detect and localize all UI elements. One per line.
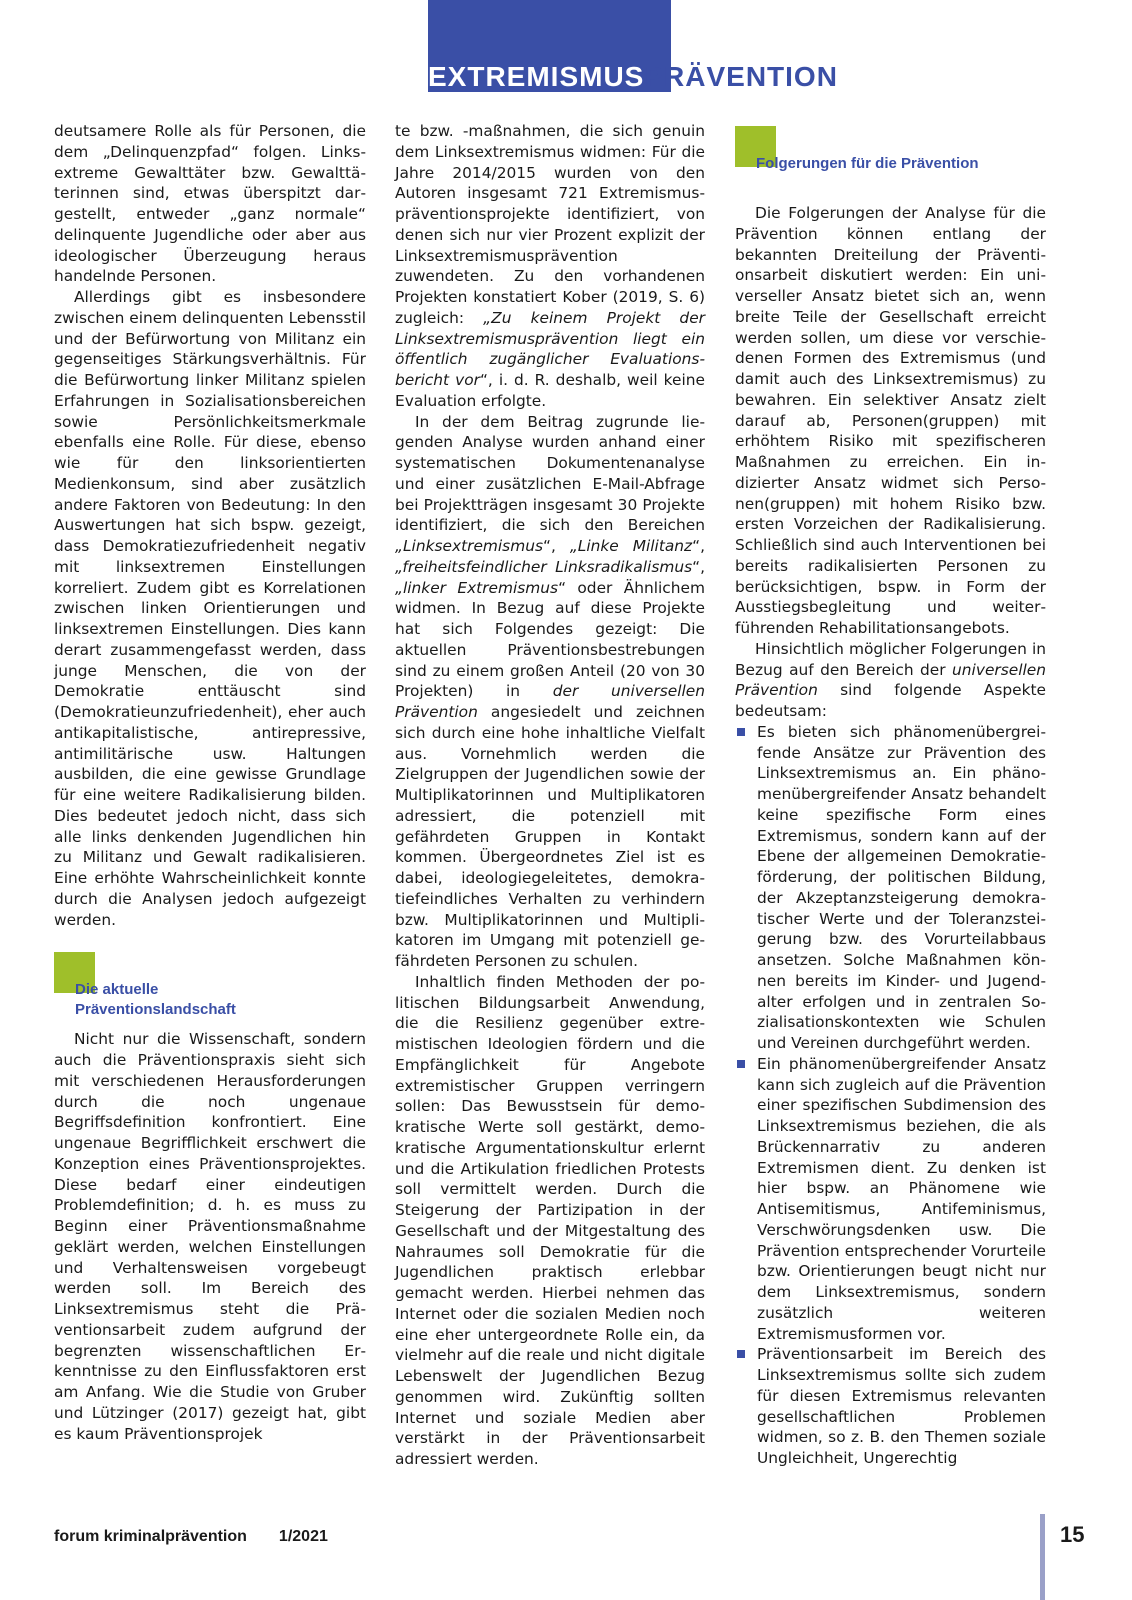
page-number: 15	[1060, 1522, 1085, 1547]
column-1	[54, 121, 366, 1444]
footer	[54, 1528, 328, 1546]
quote: „Zu keinem Projekt der Linksextremismusprävention liegt ein öffentlich zugänglicher Evaluationsbericht vor	[395, 308, 706, 389]
section-heading-block	[735, 126, 1046, 189]
paragraph: te bzw. -maßnahmen, die sich genuin dem Linksextremismus widmen: Für die Jahre 2014/2015 wurden von den Autoren insgesamt 721 Extremismuspräventionsprojekte identifiziert, von denen sich nur vier Prozent explizit der Linksextremismusprävention zuwendeten. Zu den vorhandenen Projekten konstatiert Kober (2019, S. 6) zugleich: „Zu keinem Projekt der Linksextremismusprävention liegt ein öffentlich zugänglicher Evaluationsbericht vor“, i. d. R. deshalb, weil keine Evaluation erfolgte.	[395, 122, 706, 410]
page-number-bar	[1040, 1514, 1045, 1600]
list-item: Ein phänomenübergreifender Ansatz kann sich zugleich auf die Prävention einer spezifischen Subdimension des Linksextremismus beziehen, die als Brückennarrativ zu anderen Extremismen dient. Zu denken ist hier bspw. an Phänomene wie Antisemitismus, Antifeminismus, Verschwörungsdenken usw. Die Prävention entsprechender Vorurteile bzw. Orientierungen beugt nicht nur dem Linksextremismus, sondern zusätzlich weiteren Extremismusformen vor.	[735, 1054, 1046, 1345]
paragraph: Die Folgerungen der Analyse für die Prävention können entlang der bekannten Dreiteilung der Präventionsarbeit diskutiert werden: Ein universeller Ansatz bietet sich an, wenn breite Teile der Gesellschaft erreicht werden sollen, um diese vor verschiedenen Formen des Extremismus (und damit auch des Linksextremismus) zu bewahren. Ein selektiver Ansatz zielt darauf ab, Personen(gruppen) mit erhöhtem Risiko mit spezifischeren Maßnahmen zu erreichen. Ein indizierter Ansatz widmet sich Personen(gruppen) mit hohem Risiko bzw. ersten Vorzeichen der Radikalisierung. Schließlich sind auch Interventionen bei bereits radikalisierten Personen zu berücksichtigen, bspw. in Form der Ausstiegsbegleitung und weiterführenden Rehabilitationsangebots.	[735, 204, 1046, 637]
column-2	[395, 121, 705, 1470]
bullet-list	[735, 722, 1046, 1469]
section-title	[428, 60, 838, 94]
journal-name: forum kriminalprävention	[54, 1528, 247, 1545]
section-heading: Folgerungen für die Prävention	[756, 155, 979, 172]
paragraph: Inhaltlich finden Methoden der politischen Bildungsarbeit Anwendung, die die Resilienz gegenüber extremistischen Ideologien fördern und die Empfänglichkeit für Angebote extremistischer Gruppen verringern sollen: Das Bewusstsein für demokratische Werte soll gestärkt, demokratische Argumentationskultur erlernt und die Artikulation friedlichen Protests soll vermittelt werden. Durch die Steigerung der Partizipation in der Gesellschaft und der Mitgestaltung des Nahraumes soll Demokratie für die Jugendlichen praktisch erlebbar gemacht werden. Hierbei nehmen das Internet oder die sozialen Medien noch eine eher untergeordnete Rolle ein, da vielmehr auf die reale und nicht digitale Lebenswelt der Jugendlichen Bezug genommen wird. Zukünftig sollten Internet und soziale Medien aber verstärkt in der Präventionsarbeit adressiert werden.	[395, 972, 705, 1468]
paragraph: deutsamere Rolle als für Personen, die dem „Delinquenzpfad“ folgen. Linksextreme Gewalttäter bzw. Gewalttäterinnen sind, etwas überspitzt dargestellt, entweder „ganz normale“ delinquente Jugendliche oder aber aus ideologischer Überzeugung heraus handelnde Personen.	[54, 122, 366, 286]
section-title-word-1: EXTREMISMUS	[428, 61, 645, 92]
section-heading: Die aktuelle Präventionslandschaft	[75, 981, 236, 1019]
paragraph: Allerdings gibt es insbesondere zwischen einem delinquenten Lebensstil und der Befürwortung von Militanz ein gegenseitiges Stärkungsverhältnis. Für die Befürwortung linker Militanz spielen Erfahrungen in Sozialisationsbereichen sowie Persönlichkeitsmerkmale ebenfalls eine Rolle. Für diese, ebenso wie für den linksorientierten Medienkonsum, sind aber zusätzlich andere Faktoren von Bedeutung: In den Auswertungen hat sich bspw. gezeigt, dass Demokratiezufriedenheit negativ mit linksextremen Einstellungen korreliert. Zudem gibt es Korrelationen zwischen linken Orientierungen und linksextremen Einstellungen. Dies kann derart zusammengefasst werden, dass junge Menschen, die von der Demokratie enttäuscht sind (Demokratieunzufriedenheit), eher auch antikapitalistische, antirepressive, antimilitärische usw. Haltungen ausbilden, die eine gewisse Grundlage für eine weitere Radikalisierung bilden. Dies bedeutet jedoch nicht, dass sich alle links denkenden Jugendlichen hin zu Militanz und Gewalt radikalisieren. Eine erhöhte Wahrscheinlichkeit konnte durch die Analysen jedoch aufgezeigt werden.	[54, 288, 366, 929]
paragraph: Nicht nur die Wissenschaft, sondern auch die Präventionspraxis sieht sich mit verschiedenen Herausforderungen durch die noch ungenaue Begriffsdefinition konfrontiert. Eine ungenaue Begrifflichkeit erschwert die Konzeption eines Präventionsprojektes. Diese bedarf einer eindeutigen Problemdefinition; d. h. es muss zu Beginn einer Präventionsmaßnahme geklärt werden, welchen Einstellungen und Verhaltensweisen vorgebeugt werden soll. Im Bereich des Linksextremismus steht die Präventionsarbeit zudem aufgrund der begrenzten wissenschaftlichen Erkenntnisse zu den Einflussfaktoren erst am Anfang. Wie die Studie von Gruber und Lützinger (2017) gezeigt hat, gibt es kaum Präventionsprojek	[54, 1030, 366, 1443]
list-item: Es bieten sich phänomenübergreifende Ansätze zur Prävention des Linksextremismus an. Ein phänomenübergreifender Ansatz behandelt keine spezifische Form eines Extremismus, sondern kann auf der Ebene der allgemeinen Demokratieförderung, der politischen Bildung, der Akzeptanzsteigerung demokratischer Werte und der Toleranzsteigerung bzw. des Vorurteilabbaus ansetzen. Solche Maßnahmen können bereits im Kinder- und Jugendalter erfolgen und in zentralen Sozialisationskontexten wie Schulen und Vereinen durchgeführt werden.	[735, 722, 1046, 1054]
section-title-word-2: PRÄVENTION	[644, 61, 838, 92]
paragraph: Hinsichtlich möglicher Folgerungen in Bezug auf den Bereich der universellen Prävention sind folgende Aspekte bedeutsam:	[735, 639, 1046, 720]
column-3	[735, 121, 1046, 1469]
issue-number: 1/2021	[278, 1528, 328, 1545]
paragraph: In der dem Beitrag zugrunde liegenden Analyse wurden anhand einer systematischen Dokumentenanalyse und einer zusätzlichen E-Mail-Abfrage bei Projektträgen insgesamt 30 Projekte identifiziert, die sich den Bereichen „Linksextremismus“, „Linke Militanz“, „freiheitsfeindlicher Linksradikalismus“, „linker Extremismus“ oder Ähnlichem widmen. In Bezug auf diese Projekte hat sich Folgendes gezeigt: Die aktuellen Präventionsbestrebungen sind zu einem großen Anteil (20 von 30 Projekten) in der universellen Prävention angesiedelt und zeichnen sich durch eine hohe inhaltliche Vielfalt aus. Vornehmlich werden die Zielgruppen der Jugendlichen sowie der Multiplikatorinnen und Multiplikatoren adressiert, die potenziell mit gefährdeten Gruppen in Kontakt kommen. Übergeordnetes Ziel ist es dabei, ideologiegeleitetes, demokratiefeindliches Verhalten zu verhindern bzw. Multiplikatorinnen und Multiplikatoren im Umgang mit potenziell gefährdeten Personen zu schulen.	[395, 412, 706, 970]
section-heading-block	[54, 952, 366, 1019]
list-item: Präventionsarbeit im Bereich des Linksextremismus sollte sich zudem für diesen Extremismus relevanten gesellschaftlichen Problemen widmen, so z. B. den Themen soziale Ungleichheit, Ungerechtig	[735, 1344, 1046, 1469]
